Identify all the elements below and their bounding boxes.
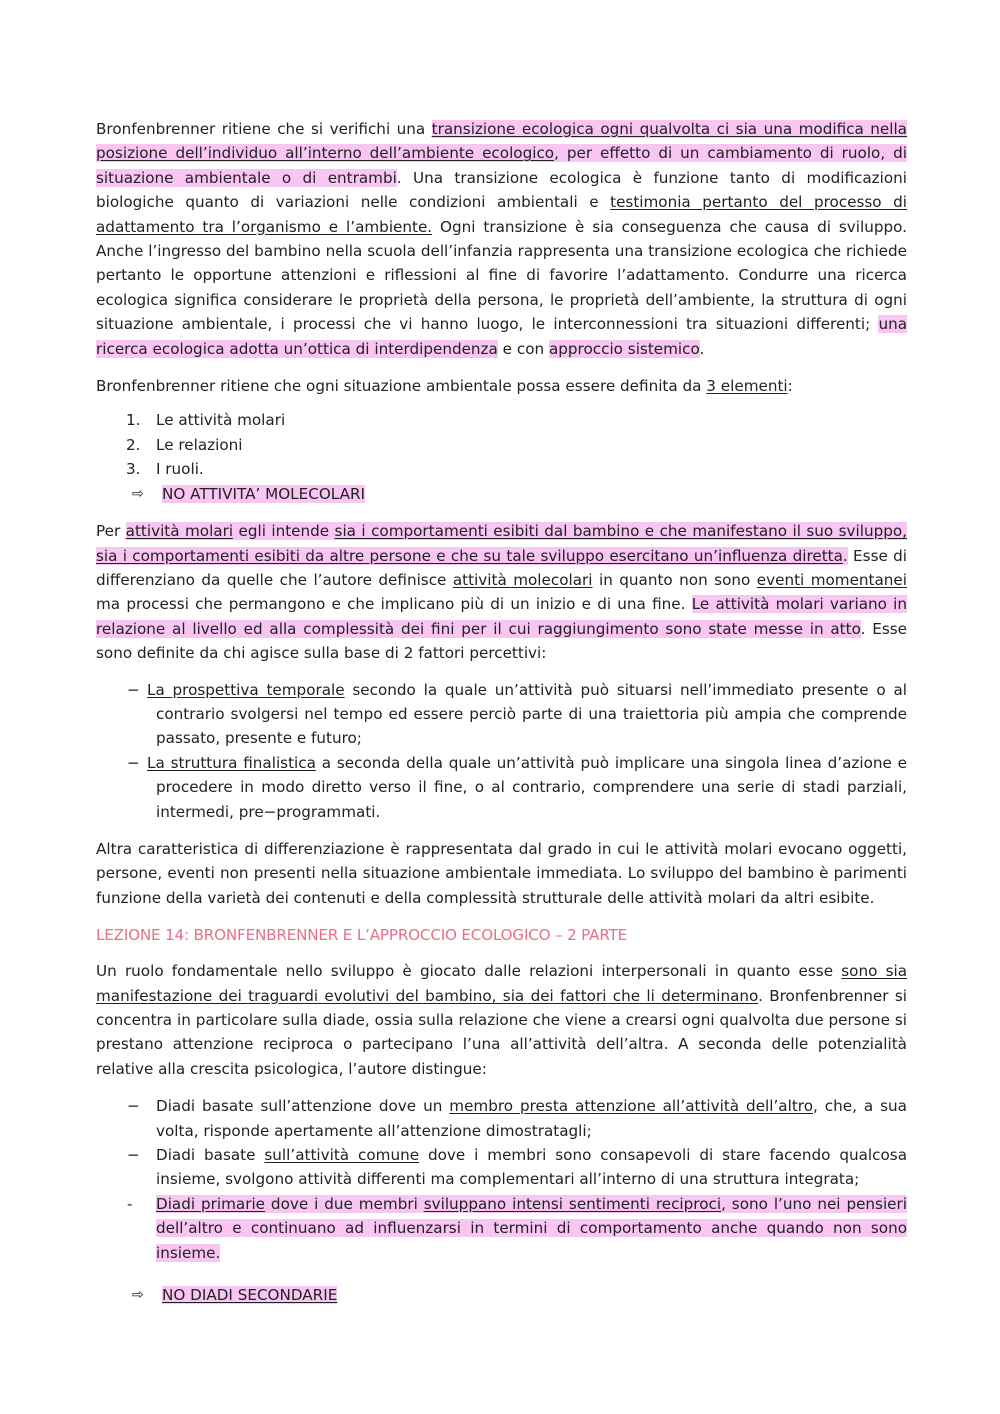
- highlight: una ricerca ecologica adotta un’ottica di interdipendenza: [96, 315, 907, 358]
- note-text: NO DIADI SECONDARIE: [162, 1286, 338, 1305]
- highlight: attività molari: [125, 522, 234, 541]
- note-no-attivita-molecolari: [96, 482, 907, 506]
- text: e con: [497, 339, 549, 358]
- list-item: [96, 678, 907, 751]
- underline: attività molecolari: [452, 570, 593, 589]
- list-text: Diadi basate sull’attenzione dove un: [156, 1097, 450, 1116]
- paragraph-relazioni: [96, 959, 907, 1081]
- document-page: [96, 117, 907, 1320]
- list-number: 2.: [126, 435, 141, 454]
- numbered-list: [96, 408, 907, 481]
- text: Per: [96, 522, 126, 541]
- text: Esse di differenziano da quelle che l’autore definisce: [96, 546, 907, 589]
- text: ma processi che permangono e che implicano più di un inizio e di una fine.: [96, 595, 692, 614]
- text: Un ruolo fondamentale nello sviluppo è giocato dalle relazioni interpersonali in quanto esse: [96, 962, 842, 981]
- note-text: NO ATTIVITA’ MOLECOLARI: [162, 484, 366, 503]
- dash-bullet: −: [127, 1146, 140, 1165]
- underline: Diadi primarie: [156, 1194, 266, 1213]
- paragraph-transizione-ecologica: [96, 117, 907, 361]
- highlight: Le attività molari variano in relazione al livello ed alla complessità dei fini per il cui raggiungimento sono state messe in atto: [96, 595, 907, 638]
- arrow-right-icon: ⇨: [132, 485, 144, 502]
- underline: sono sia manifestazione dei traguardi evolutivi del bambino, sia dei fattori che li determinano: [96, 962, 908, 1005]
- paragraph-attivita-molari: [96, 519, 907, 665]
- underline: sviluppano intensi sentimenti reciproci: [423, 1194, 722, 1213]
- highlight: transizione ecologica ogni qualvolta ci sia una modifica nella posizione dell’individuo all’interno dell’ambiente ecologico: [96, 120, 907, 163]
- list-item: [96, 751, 907, 824]
- underline: La prospettiva temporale: [147, 680, 345, 699]
- arrow-right-icon: ⇨: [132, 1287, 144, 1304]
- note-no-diadi-secondarie: [96, 1283, 907, 1307]
- list-item: [96, 408, 907, 432]
- list-text: secondo la quale un’attività può situarsi nell’immediato presente o al contrario svolgersi nel tempo ed essere perciò parte di una traiettoria più ampia che comprende passato, presente e futuro;: [156, 680, 908, 748]
- list-text: , che, a sua volta, risponde apertamente all’attenzione dimostratagli;: [156, 1097, 907, 1140]
- highlight: sia i comportamenti esibiti dal bambino e che manifestano il suo sviluppo, sia i comportamenti esibiti da altre persone e che su tale sviluppo esercitano un’influenza diretta: [96, 522, 907, 565]
- dash-list-diadi: [96, 1094, 907, 1265]
- highlight: .: [842, 546, 848, 565]
- list-text: Le attività molari: [156, 411, 286, 430]
- section-heading: LEZIONE 14: BRONFENBRENNER E L’APPROCCIO ECOLOGICO – 2 PARTE: [96, 926, 628, 945]
- highlight: approccio sistemico: [548, 339, 700, 358]
- dash-list-fattori: [96, 678, 907, 824]
- list-text: a seconda della quale un’attività può implicare una singola linea d’azione e procedere in modo diretto verso il fine, o al contrario, comprendere una serie di stadi parziali, intermedi, pre−programmati.: [156, 753, 908, 821]
- underline: eventi momentanei: [756, 570, 908, 589]
- paragraph-tre-elementi: [96, 374, 907, 398]
- text: in quanto non sono: [592, 570, 757, 589]
- list-text: dove i membri sono consapevoli di stare facendo qualcosa insieme, svolgono attività differenti ma complementari all’interno di una struttura integrata;: [156, 1146, 908, 1189]
- dash-bullet: −: [127, 680, 140, 699]
- text: Bronfenbrenner ritiene che ogni situazione ambientale possa essere definita da: [96, 377, 707, 396]
- text: :: [787, 377, 793, 396]
- text: .: [699, 339, 705, 358]
- paragraph-differenziazione: Altra caratteristica di differenziazione è rappresentata dal grado in cui le attività molari evocano oggetti, persone, eventi non presenti nella situazione ambientale immediata. Lo sviluppo del bambino è parimenti funzione della varietà dei contenuti e della complessità strutturale delle attività molari da altri esibite.: [96, 839, 907, 907]
- highlight: , per effetto di un cambiamento di ruolo, di situazione ambientale o di entrambi: [96, 144, 907, 187]
- list-text: I ruoli.: [156, 460, 204, 479]
- list-text: Diadi basate: [156, 1146, 265, 1165]
- list-item: [96, 1143, 907, 1192]
- dash-bullet: −: [127, 753, 140, 772]
- dash-bullet: -: [127, 1194, 133, 1213]
- text: Bronfenbrenner ritiene che si verifichi una: [96, 120, 432, 138]
- list-item: [96, 457, 907, 481]
- underline: testimonia pertanto del processo di adattamento tra l’organismo e l’ambiente.: [96, 193, 907, 236]
- list-number: 1.: [126, 411, 141, 430]
- underline: membro presta attenzione all’attività dell’altro: [449, 1097, 813, 1116]
- text: . Esse sono definite da chi agisce sulla base di 2 fattori percettivi:: [96, 619, 907, 663]
- dash-bullet: −: [127, 1097, 140, 1116]
- list-text: Le relazioni: [156, 435, 243, 454]
- list-item: [96, 433, 907, 457]
- list-number: 3.: [126, 460, 141, 479]
- text: . Una transizione ecologica è funzione tanto di modificazioni biologiche quanto di variazioni nelle condizioni ambientali e: [96, 168, 907, 212]
- underline: La struttura finalistica: [147, 753, 316, 772]
- list-text: dove i due membri: [265, 1194, 424, 1213]
- underline: sull’attività comune: [264, 1146, 420, 1165]
- text: . Bronfenbrenner si concentra in particolare sulla diade, ossia sulla relazione che viene a crearsi ogni qualvolta due persone si prestano attenzione reciproca o partecipano l’una all’attività dell’altra. A seconda delle potenzialità relative alla crescita psicologica, l’autore distingue:: [96, 986, 907, 1078]
- list-item: [96, 1192, 907, 1265]
- text: Ogni transizione è sia conseguenza che causa di sviluppo. Anche l’ingresso del bambino nella scuola dell’infanzia rappresenta una transizione ecologica che richiede pertanto le opportune attenzioni e riflessioni al fine di favorire l’adattamento. Condurre una ricerca ecologica significa considerare le proprietà della persona, le proprietà dell’ambiente, la struttura di ogni situazione ambientale, i processi che vi hanno luogo, le interconnessioni tra situazioni differenti;: [96, 217, 907, 334]
- list-text: , sono l’uno nei pensieri dell’altro e continuano ad influenzarsi in termini di comportamento anche quando non sono insieme.: [156, 1194, 907, 1262]
- underline: 3 elementi: [706, 377, 788, 396]
- list-item: [96, 1094, 907, 1143]
- highlight: egli intende: [233, 522, 335, 541]
